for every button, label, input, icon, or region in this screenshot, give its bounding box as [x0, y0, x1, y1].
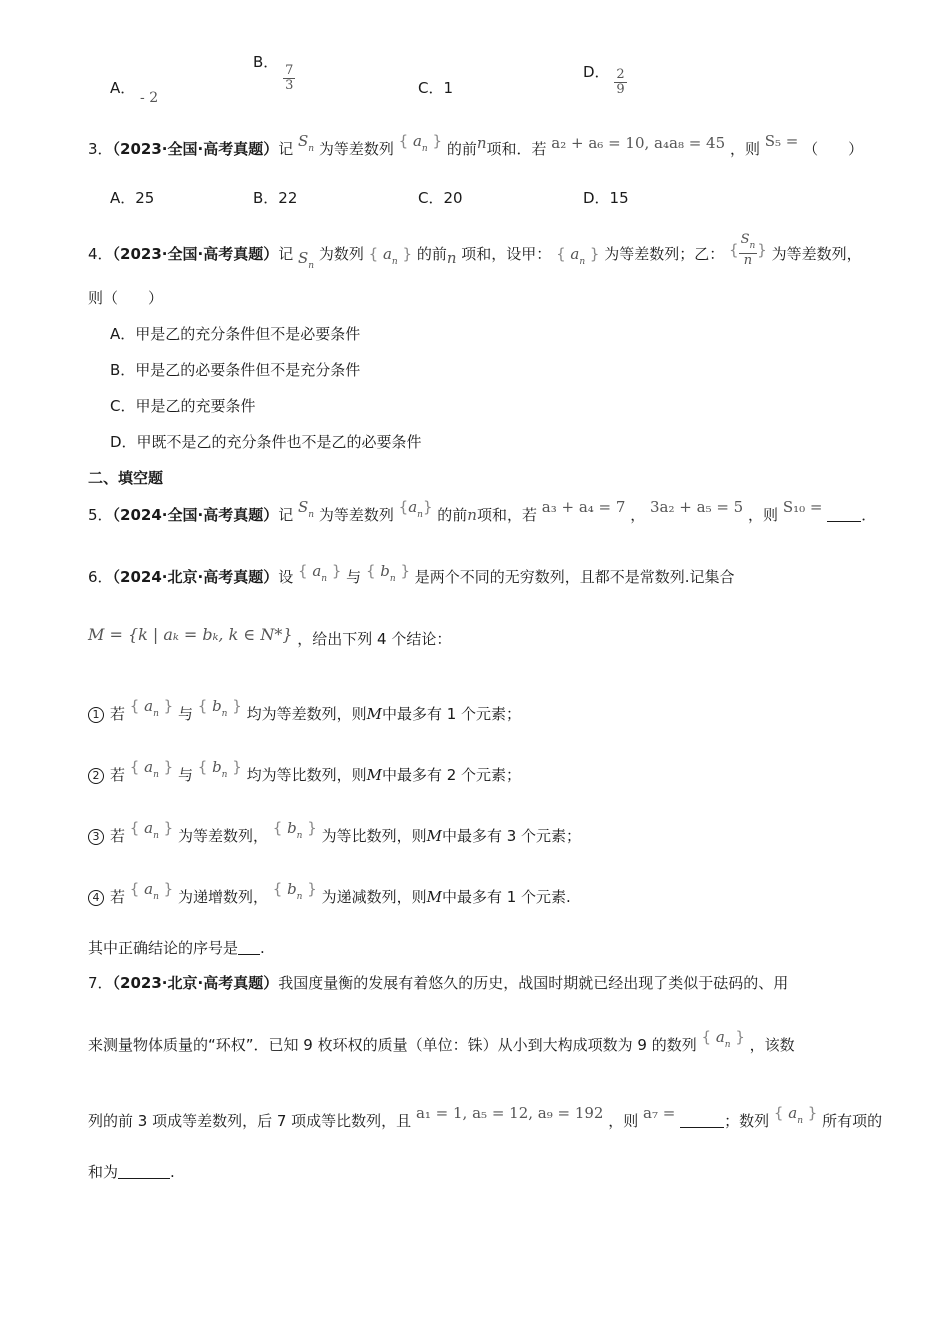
question-4: 4．（2023·全国·高考真题）记 $S_n$ 为数列 { $a_n$ } 的前n 项和，设甲： { $a_n$ } 为等差数列；乙： { $\frac{S_n}{n}$ } 为等差数列， [88, 232, 862, 271]
q4-option-a: A．甲是乙的充分条件但不是必要条件 [110, 325, 361, 343]
q7-a7-blank[interactable] [680, 1111, 724, 1128]
q3-condition: a₂ + a₆ = 10, a₄a₈ = 45 [551, 134, 726, 152]
q3-option-b: B．22 [253, 189, 298, 207]
q2-option-b-fraction: $\frac{7}{3}$ [285, 63, 294, 93]
q3-option-d: D．15 [583, 189, 629, 207]
q3-s5: S₅ = [764, 132, 799, 150]
q6-answer-line: 其中正确结论的序号是 . [88, 939, 265, 957]
q6-conclusion-3: 3 若 { $a_n$ } 为等差数列， { $b_n$ } 为等比数列，则M中最多有 3 个元素； [88, 826, 581, 854]
q7-line-4: 和为 . [88, 1163, 175, 1181]
q2-option-c: C．1 [418, 79, 454, 97]
q5-s10: S₁₀ = [782, 498, 823, 516]
q7-line-2: 来测量物体质量的“环权”．已知 9 枚环权的质量（单位：铢）从小到大构成项数为 9 的数列 { $a_n$ } ，该数 [88, 1028, 795, 1054]
q5-cond-1: a₃ + a₄ = 7 [541, 498, 626, 516]
question-5: 5．（2024·全国·高考真题）记 $S_n$ 为等差数列 $\{a_n\}$ 的前n项和，若 a₃ + a₄ = 7 ， 3a₂ + a₅ = 5 ，则 S₁₀ = ． [88, 498, 877, 524]
q5-cond-2: 3a₂ + a₅ = 5 [650, 498, 744, 516]
q6-set-definition: M = {k | aₖ = bₖ, k ∈ N*} ，给出下列 4 个结论： [88, 625, 452, 648]
q2-option-a: A． - 2 [110, 79, 159, 106]
section-title-fill-in: 二、填空题 [88, 469, 164, 487]
q6-conclusion-1: 1 若 { $a_n$ } 与 { $b_n$ } 均为等差数列，则M中最多有 1 个元素； [88, 704, 521, 732]
q6-conclusion-2: 2 若 { $a_n$ } 与 { $b_n$ } 均为等比数列，则M中最多有 2 个元素； [88, 765, 521, 793]
q7-condition: a₁ = 1, a₅ = 12, a₉ = 192 [415, 1104, 604, 1122]
symbol-s-n: $S_n$ [298, 132, 315, 154]
q6-conclusion-4: 4 若 { $a_n$ } 为递增数列， { $b_n$ } 为递减数列，则M中最多有 1 个元素. [88, 887, 571, 915]
q7-line-3: 列的前 3 项成等差数列，后 7 项成等比数列，且 a₁ = 1, a₅ = 12, a₉ = 192 ，则 a₇ = ；数列 { $a_n$ } 所有项的 [88, 1104, 883, 1130]
q4-ask: 则（ ） [88, 289, 164, 307]
q4-option-b: B．甲是乙的必要条件但不是充分条件 [110, 361, 361, 379]
sequence-a-n: { $a_n$ } [398, 132, 443, 154]
q7-sum-blank[interactable] [118, 1162, 170, 1179]
question-6: 6．（2024·北京·高考真题）设 { $a_n$ } 与 { $b_n$ } 是两个不同的无穷数列，且都不是常数列.记集合 [88, 562, 735, 586]
q2-option-b: B． $\frac{7}{3}$ [253, 53, 294, 93]
q3-option-a: A．25 [110, 189, 155, 207]
q7-a7: a₇ = [643, 1104, 676, 1122]
q4-option-c: C．甲是乙的充要条件 [110, 397, 256, 415]
q3-option-c: C．20 [418, 189, 463, 207]
question-3: 3．（2023·全国·高考真题）记 $S_n$ 为等差数列 { $a_n$ } 的前n项和．若 a₂ + a₆ = 10, a₄a₈ = 45 ，则 S₅ = （ ） [88, 132, 864, 158]
question-7: 7．（2023·北京·高考真题）我国度量衡的发展有着悠久的历史，战国时期就已经出现了类似于砝码的、用 [88, 974, 789, 992]
q6-answer-blank[interactable] [238, 938, 260, 955]
q2-option-a-value: - 2 [140, 90, 159, 106]
q2-option-d: D． $\frac{2}{9}$ [583, 63, 625, 97]
q2-option-d-fraction: $\frac{2}{9}$ [616, 67, 625, 97]
q5-answer-blank[interactable] [827, 505, 861, 522]
q4-option-d: D．甲既不是乙的充分条件也不是乙的必要条件 [110, 433, 422, 451]
